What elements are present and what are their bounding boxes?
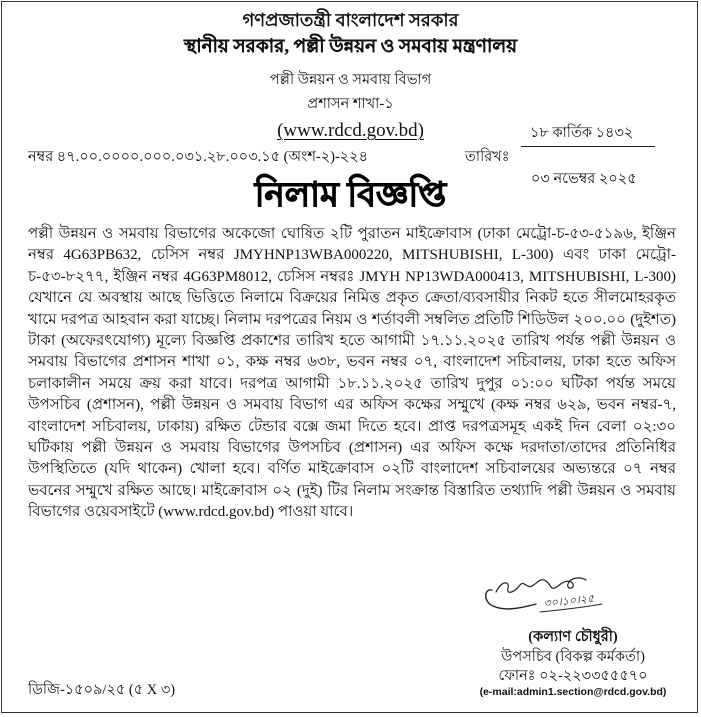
signatory-email: (e-mail:admin1.section@rdcd.gov.bd) [479,686,667,698]
signature-date: ৩০।১০।২৫ [542,591,595,610]
ad-code: ডিজি-১৫০৯/২৫ (৫ X ৩) [28,682,176,698]
signatory-designation: উপসচিব (বিকল্প কর্মকর্তা) [501,649,645,665]
signatory-name: (কল্যাণ চৌধুরী) [528,629,618,645]
bangla-date: ১৮ কার্তিক ১৪৩২ [530,125,634,141]
date-divider [521,146,655,147]
notice-body: পল্লী উন্নয়ন ও সমবায় বিভাগের অকেজো ঘোষিত ২টি পুরাতন মাইক্রোবাস (ঢাকা মেট্রো-চ-৫৩-৫১৯৬, ইঞ্জিন নম্বর 4G63PB632, চেসিস নম্বর JMYHNP13WBA000220, MITSHUBISHI, L-300) এবং ঢাকা মেট্রো-চ-৫৩-৮২৭৭, ইঞ্জিন নম্বর 4G63PM8012, চেসিস নম্বরঃ JMYH NP13WDA000413, MITSHUBISHI, L-300) যেখানে যে অবস্থায় আছে ভিত্তিতে নিলামে বিক্রয়ের নিমিত্ত প্রকৃত ক্রেতা/ব্যবসায়ীর নিকট হতে সীলমোহরকৃত খামে দরপত্র আহবান করা যাচ্ছে। নিলাম দরপত্রের নিয়ম ও শর্তাবলী সম্বলিত প্রতিটি শিডিউল ২০০.০০ (দুইশত) টাকা (অফেরৎযোগ্য) মূল্যে বিজ্ঞপ্তি প্রকাশের তারিখ হতে আগামী ১৭.১১.২০২৫ তারিখ পর্যন্ত পল্লী উন্নয়ন ও সমবায় বিভাগের প্রশাসন শাখা ০১, কক্ষ নম্বর ৬৩৮, ভবন নম্বর ০৭, বাংলাদেশ সচিবালয়, ঢাকা হতে অফিস চলাকালীন সময়ে ক্রয় করা যাবে। দরপত্র আগামী ১৮.১১.২০২৫ তারিখ দুপুর ০১:০০ ঘটিকা পর্যন্ত সময়ে উপসচিব (প্রশাসন), পল্লী উন্নয়ন ও সমবায় বিভাগ এর অফিস কক্ষের সম্মুখে (কক্ষ নম্বর ৬২৯, ভবন নম্বর-৭, বাংলাদেশ সচিবালয়, ঢাকায়) রক্ষিত টেন্ডার বক্সে জমা দিতে হবে। প্রাপ্ত দরপত্রসমূহ একই দিন বেলা ০২:৩০ ঘটিকায় পল্লী উন্নয়ন ও সমবায় বিভাগের উপসচিব (প্রশাসন) এর অফিস কক্ষে দরদাতা/তাদের প্রতিনিধির উপস্থিতিতে (যদি থাকেন) খোলা হবে। বর্ণিত মাইক্রোবাস ০২টি বাংলাদেশ সচিবালয়ের অভ্যন্তরে ০৭ নম্বর ভবনের সম্মুখে রক্ষিত আছে। মাইক্রোবাস ০২ (দুই) টির নিলাম সংক্রান্ত বিস্তারিত তথ্যাদি পল্লী উন্নয়ন ও সমবায় বিভাগের ওয়েবসাইটে (www.rdcd.gov.bd) পাওয়া যাবে। [28,226,676,521]
handwritten-signature [480,566,620,616]
government-heading: গণপ্রজাতন্ত্রী বাংলাদেশ সরকার [242,10,459,30]
signature-scribble-stroke [496,578,586,592]
signatory-phone: ফোনঃ ০২-২২৩৩৫৫৫৭০ [498,668,648,684]
ministry-heading: স্থানীয় সরকার, পল্লী উন্নয়ন ও সমবায় মন্ত্রণালয় [183,37,518,57]
division-name: পল্লী উন্নয়ন ও সমবায় বিভাগ [269,72,432,88]
branch-name: প্রশাসন শাখা-১ [307,96,394,112]
memo-number: নম্বর ৪৭.০০.০০০০.০০০.০৩১.২৮.০০৩.১৫ (অংশ-২)-২২৪ [28,149,369,165]
gregorian-date: ০৩ নভেম্বর ২০২৫ [531,171,637,187]
notice-title: নিলাম বিজ্ঞপ্তি [254,177,447,214]
website-text: (www.rdcd.gov.bd) [277,120,424,141]
date-label: তারিখঃ [465,149,510,165]
